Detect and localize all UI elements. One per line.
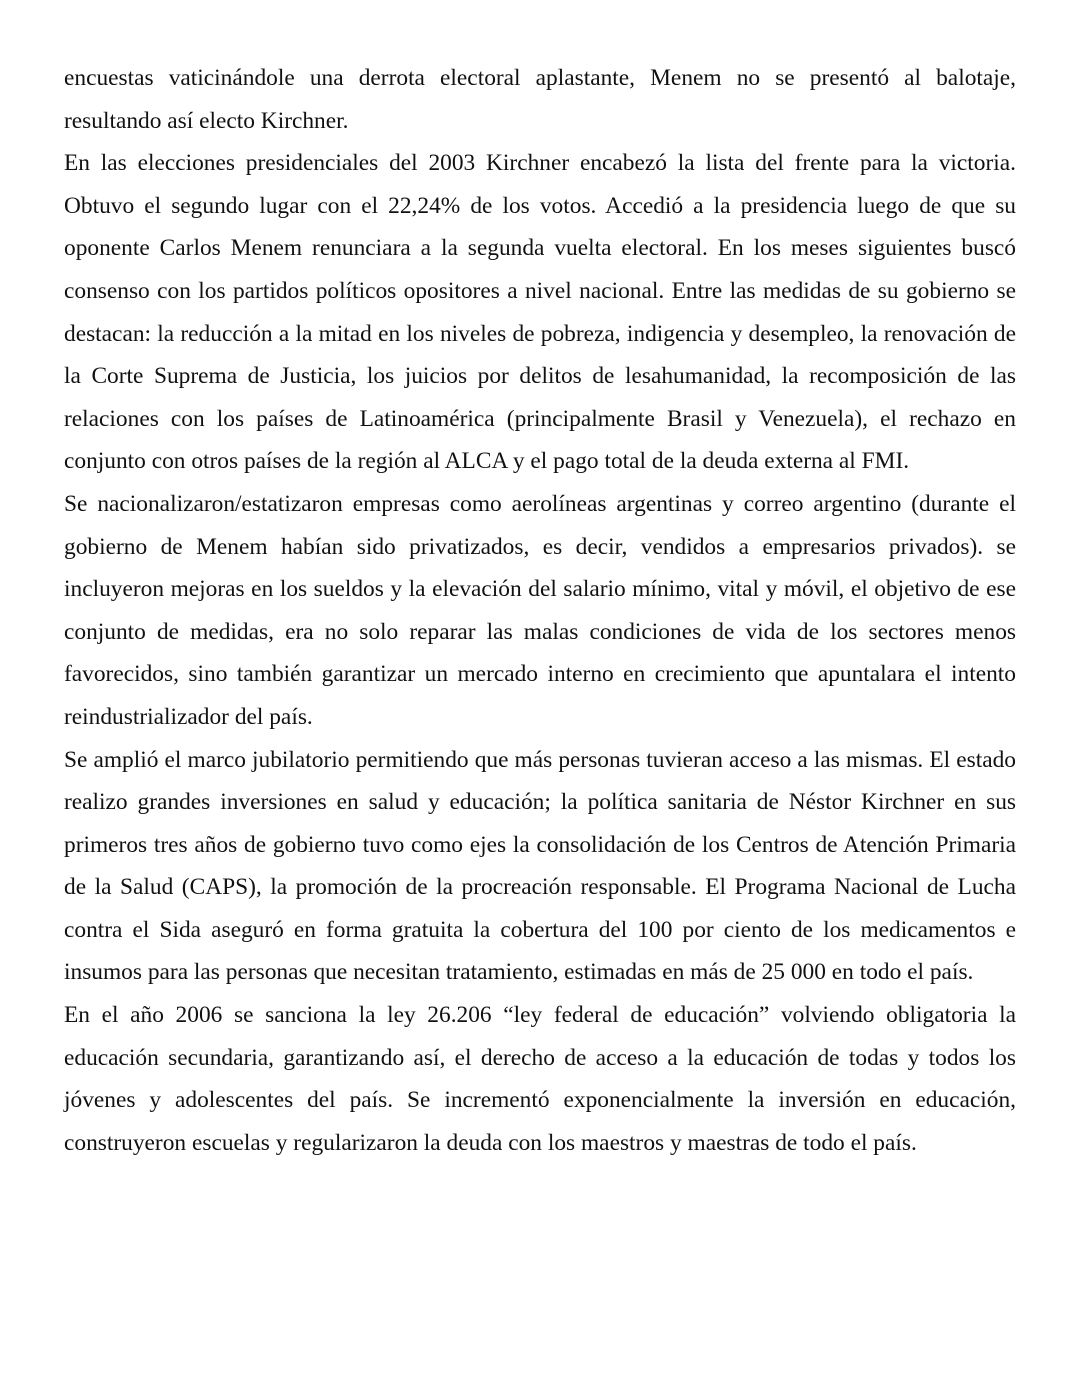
paragraph-elecciones-2003: En las elecciones presidenciales del 2003 Kirchner encabezó la lista del frente para la victoria. Obtuvo el segundo lugar con el 22,24% de los votos. Accedió a la presidencia luego de que su oponente Carlos Menem renunciara a la segunda vuelta electoral. En los meses siguientes buscó consenso con los partidos políticos opositores a nivel nacional. Entre las medidas de su gobierno se destacan: la reducción a la mitad en los niveles de pobreza, indigencia y desempleo, la renovación de la Corte Suprema de Justicia, los juicios por delitos de lesahumanidad, la recomposición de las relaciones con los países de Latinoamérica (principalmente Brasil y Venezuela), el rechazo en conjunto con otros países de la región al ALCA y el pago total de la deuda externa al FMI.	[64, 150, 1016, 475]
paragraph-salud-jubilaciones: Se amplió el marco jubilatorio permitiendo que más personas tuvieran acceso a las mismas. El estado realizo grandes inversiones en salud y educación; la política sanitaria de Néstor Kirchner en sus primeros tres años de gobierno tuvo como ejes la consolidación de los Centros de Atención Primaria de la Salud (CAPS), la promoción de la procreación responsable. El Programa Nacional de Lucha contra el Sida aseguró en forma gratuita la cobertura del 100 por ciento de los medicamentos e insumos para las personas que necesitan tratamiento, estimadas en más de 25 000 en todo el país.	[64, 746, 1016, 986]
paragraph-nacionalizaciones: Se nacionalizaron/estatizaron empresas como aerolíneas argentinas y correo argentino (durante el gobierno de Menem habían sido privatizados, es decir, vendidos a empresarios privados). se incluyeron mejoras en los sueldos y la elevación del salario mínimo, vital y móvil, el objetivo de ese conjunto de medidas, era no solo reparar las malas condiciones de vida de los sectores menos favorecidos, sino también garantizar un mercado interno en crecimiento que apuntalara el intento reindustrializador del país.	[64, 490, 1016, 730]
paragraph-balotaje: encuestas vaticinándole una derrota electoral aplastante, Menem no se presentó al balotaje, resultando así electo Kirchner.	[64, 65, 1016, 134]
document-body	[64, 57, 1016, 1164]
paragraph-educacion: En el año 2006 se sanciona la ley 26.206 “ley federal de educación” volviendo obligatoria la educación secundaria, garantizando así, el derecho de acceso a la educación de todas y todos los jóvenes y adolescentes del país. Se incrementó exponencialmente la inversión en educación, construyeron escuelas y regularizaron la deuda con los maestros y maestras de todo el país.	[64, 1002, 1016, 1156]
